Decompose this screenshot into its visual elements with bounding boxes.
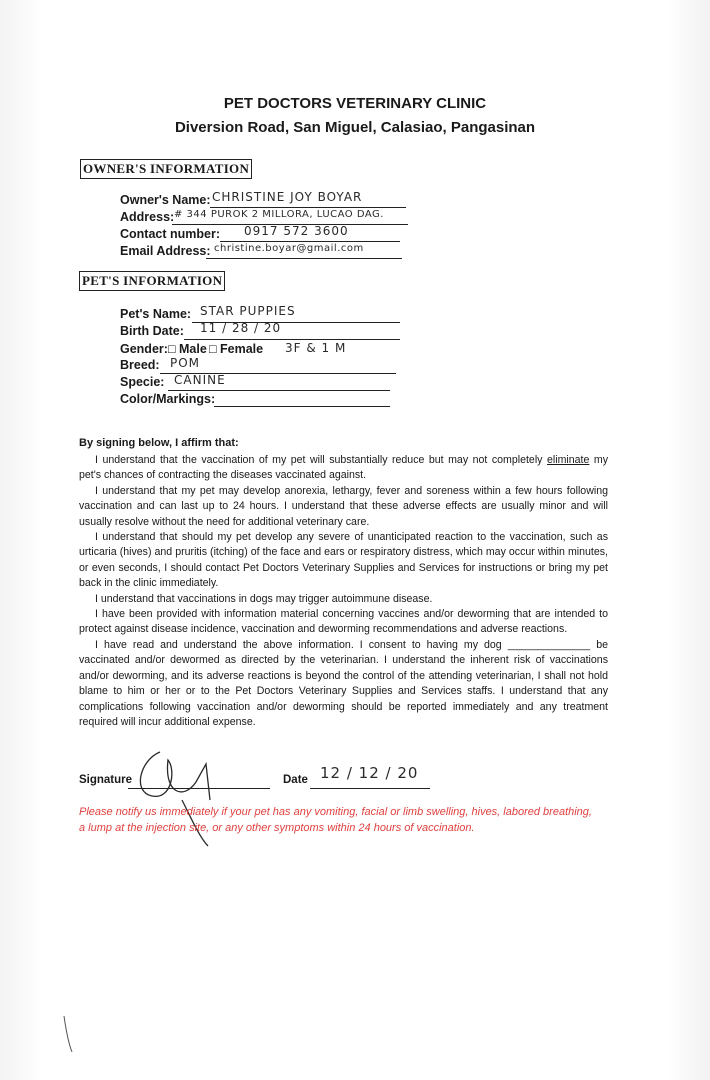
contact-number-value[interactable]: 0917 572 3600	[244, 224, 349, 238]
specie-value[interactable]: CANINE	[174, 373, 226, 387]
consent-paragraph-3: I understand that should my pet develop any severe of unanticipated reaction to the vaccination, such as urticaria (hives) and pruritis (itching) of the face and ears or respiratory distress, which may occur within minutes, or even seconds, I should contact Pet Doctors Veterinary Supplies and Services for instructions or bring my pet back in the clinic immediately.	[79, 531, 608, 590]
dog-name-blank[interactable]: ______________	[507, 638, 591, 651]
owner-name-value[interactable]: CHRISTINE JOY BOYAR	[212, 190, 363, 204]
date-value[interactable]: 12 / 12 / 20	[320, 764, 419, 782]
consent-paragraph-6: I have read and understand the above information. I consent to having my dog ______________ be vaccinated and/or dewormed as directed by the veterinarian. I understand the inherent risk of vaccinations and/or deworming, and its adverse reactions is beyond the control of the attending veterinarian, I shall not hold blame to him or her or to the Pet Doctors Veterinary Supplies and Services staffs. I understand that any complications following vaccination and/or deworming should be reported immediately and any treatment required will incur additional expense.	[79, 638, 608, 728]
gender-note: 3F & 1 M	[285, 341, 347, 355]
consent-paragraph-1: I understand that the vaccination of my pet will substantially reduce but may not completely eliminate my pet's chances of contracting the diseases vaccinated against.	[79, 454, 608, 482]
clinic-address: Diversion Road, San Miguel, Calasiao, Pangasinan	[174, 119, 536, 136]
pet-section-heading: PET'S INFORMATION	[79, 271, 225, 291]
specie-label: Specie:	[120, 375, 165, 389]
gender-label: Gender:	[120, 342, 168, 356]
consent-paragraph-2: I understand that my pet may develop anorexia, lethargy, fever and soreness within a few hours following vaccination and can last up to 24 hours. I understand that these adverse effects are usually minor and will usually resolve without the need for additional veterinary care.	[79, 484, 608, 528]
clinic-name: PET DOCTORS VETERINARY CLINIC	[223, 95, 487, 112]
email-value[interactable]: christine.boyar@gmail.com	[214, 243, 364, 254]
pet-name-label: Pet's Name:	[120, 307, 192, 321]
contact-number-label: Contact number:	[120, 227, 220, 241]
gender-male-checkbox[interactable]: □ Male	[168, 342, 207, 356]
breed-label: Breed:	[120, 358, 160, 372]
owner-address-value[interactable]: # 344 PUROK 2 MILLORA, LUCAO DAG.	[174, 209, 384, 220]
signature-label: Signature	[79, 774, 133, 786]
consent-intro: By signing below, I affirm that:	[79, 437, 239, 449]
email-label: Email Address:	[120, 244, 211, 258]
owner-name-label: Owner's Name:	[120, 193, 211, 207]
breed-value[interactable]: POM	[170, 356, 201, 370]
birth-date-label: Birth Date:	[120, 324, 184, 338]
pet-name-value[interactable]: STAR PUPPIES	[200, 304, 296, 318]
birth-date-value[interactable]: 11 / 28 / 20	[200, 321, 282, 335]
date-label: Date	[283, 774, 308, 786]
color-markings-label: Color/Markings:	[120, 392, 216, 406]
owner-section-heading: OWNER'S INFORMATION	[80, 159, 252, 179]
footer-warning-note: Please notify us immediately if your pet has any vomiting, facial or limb swelling, hives, labored breathing, a lump at the injection site, or any other symptoms within 24 hours of vaccination.	[79, 806, 592, 834]
gender-female-checkbox[interactable]: □ Female	[209, 342, 264, 356]
consent-paragraph-5: I have been provided with information material concerning vaccines and/or deworming that are intended to protect against disease incidence, vaccination and deworming recommendations and adverse reactions.	[79, 608, 608, 636]
owner-address-label: Address:	[120, 210, 175, 224]
consent-paragraph-4: I understand that vaccinations in dogs may trigger autoimmune disease.	[95, 592, 433, 605]
